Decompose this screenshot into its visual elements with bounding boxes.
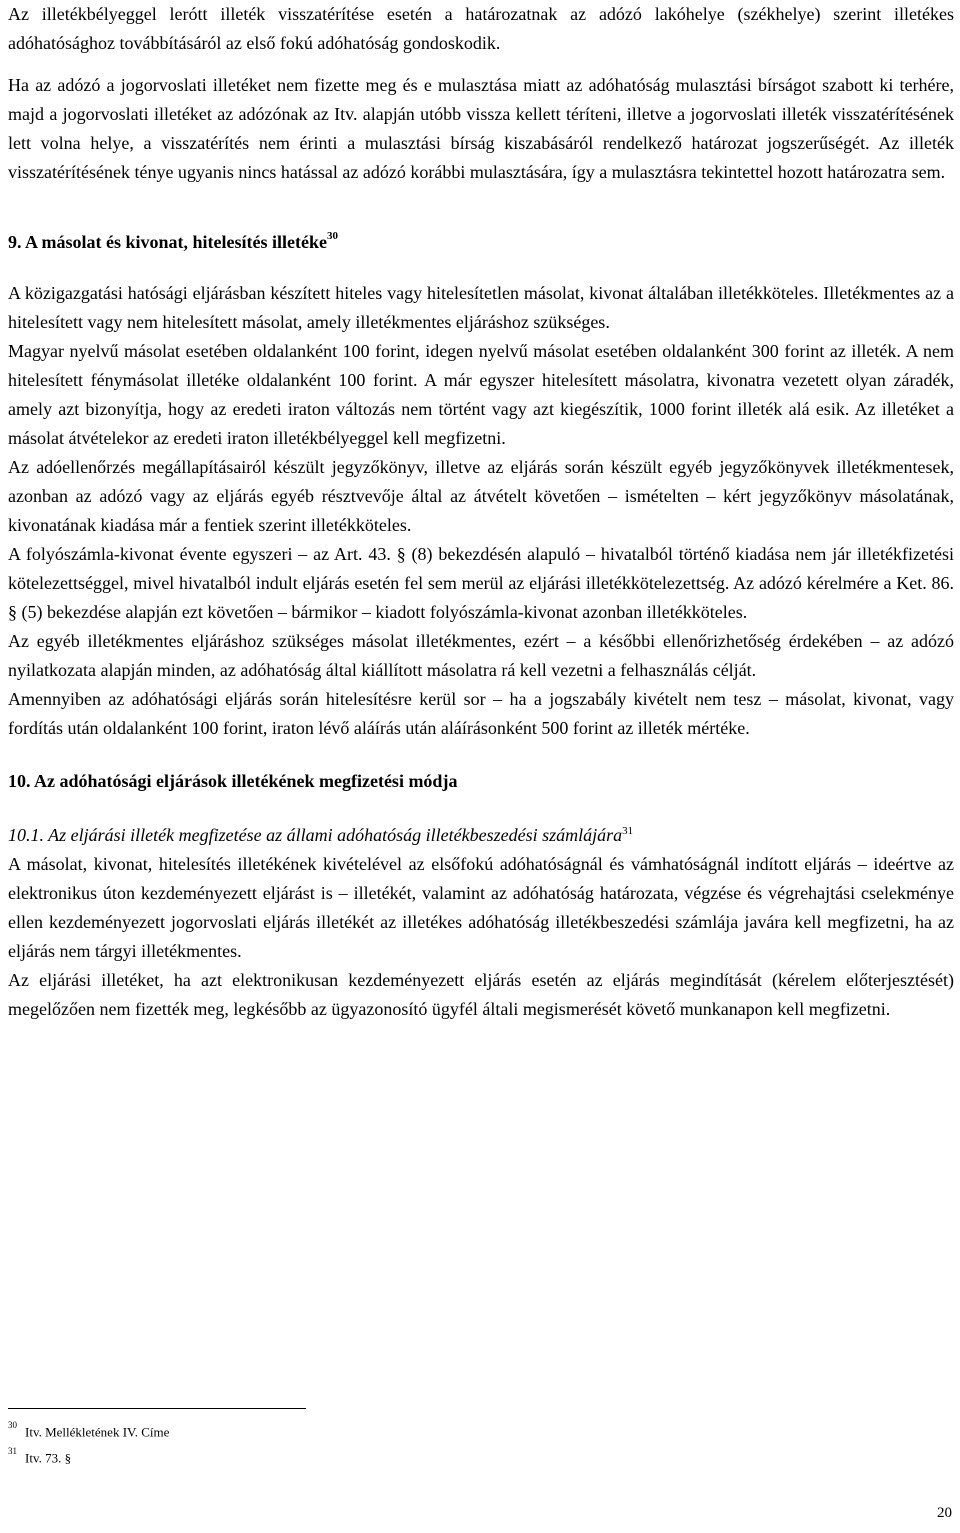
- subsection-heading: [8, 817, 954, 850]
- paragraph: Az egyéb illetékmentes eljáráshoz szükséges másolat illetékmentes, ezért – a későbbi ellenőrizhetőség érdekében – az adózó nyilatkozata alapján minden, az adóhatóság által kiállított másolatra rá kell vezetni a felhasználás célját.: [8, 631, 954, 680]
- paragraph: Ha az adózó a jogorvoslati illetéket nem fizette meg és e mulasztása miatt az adóhatóság mulasztási bírságot szabott ki terhére, majd a jogorvoslati illetéket az adózónak az Itv. alapján utóbb vissza kellett téríteni, illetve a jogorvoslati illeték visszatérítésének lett volna helye, a visszatérítés nem érinti a mulasztási bírság kiszabásáról rendelkező határozat jogszerűségét. Az illeték visszatérítésének ténye ugyanis nincs hatással az adózó korábbi mulasztására, így a mulasztásra tekintettel hozott határozatra sem.: [8, 75, 954, 182]
- paragraph: Az illetékbélyeggel lerótt illeték visszatérítése esetén a határozatnak az adózó lakóhelye (székhelye) szerint illetékes adóhatósághoz továbbításáról az első fokú adóhatóság gondoskodik.: [8, 4, 954, 53]
- paragraph: Magyar nyelvű másolat esetében oldalanként 100 forint, idegen nyelvű másolat esetében oldalanként 300 forint az illeték. A nem hitelesített fénymásolat illetéke oldalanként 100 forint. A már egyszer hitelesített másolatra, kivonatra vezetett olyan záradék, amely azt bizonyítja, hogy az eredeti iraton változás nem történt vagy azt kiegészítik, 1000 forint illeték alá esik. Az illetéket a másolat átvételekor az eredeti iraton illetékbélyeggel kell megfizetni.: [8, 341, 954, 448]
- section-heading-10: 10. Az adóhatósági eljárások illetékének megfizetési módja: [8, 771, 458, 791]
- paragraph: A közigazgatási hatósági eljárásban készített hiteles vagy hitelesítetlen másolat, kivonat általában illetékköteles. Illetékmentes az a hitelesített vagy nem hitelesített másolat, amely illetékmentes eljáráshoz szükséges.: [8, 283, 954, 332]
- footnote-separator: [8, 1408, 306, 1409]
- page-number: 20: [937, 1505, 952, 1521]
- footnote-ref: 30: [326, 230, 338, 242]
- subheading-text: 10.1. Az eljárási illeték megfizetése az állami adóhatóság illetékbeszedési számlájára: [8, 825, 623, 845]
- document-page: [8, 0, 954, 1024]
- paragraph: Az adóellenőrzés megállapításairól készült jegyzőkönyv, illetve az eljárás során készült egyéb jegyzőkönyvek illetékmentesek, azonban az adózó vagy az eljárás egyéb résztvevője által az átvételt követően – ismételten – kért jegyzőkönyv másolatának, kivonatának kiadása már a fentiek szerint illetékköteles.: [8, 457, 954, 535]
- footnote-number: 30: [8, 1420, 17, 1430]
- footnote-text: Itv. 73. §: [25, 1450, 72, 1466]
- paragraph: Amennyiben az adóhatósági eljárás során hitelesítésre kerül sor – ha a jogszabály kivételt nem tesz – másolat, kivonat, vagy fordítás után oldalanként 100 forint, iraton lévő aláírás után aláírásonként 500 forint az illeték mértéke.: [8, 689, 954, 738]
- footnote-text: Itv. Mellékletének IV. Címe: [25, 1424, 170, 1440]
- paragraph: A folyószámla-kivonat évente egyszeri – az Art. 43. § (8) bekezdésén alapuló – hivatalból történő kiadása nem jár illetékfizetési kötelezettséggel, mivel hivatalból indult eljárás esetén fel sem merül az eljárási illetékkötelezettség. Az adózó kérelmére a Ket. 86. § (5) bekezdése alapján ezt követően – bármikor – kiadott folyószámla-kivonat azonban illetékköteles.: [8, 544, 954, 622]
- footnote: [8, 1420, 169, 1440]
- heading-text: 9. A másolat és kivonat, hitelesítés illetéke: [8, 232, 327, 252]
- paragraph: Az eljárási illetéket, ha azt elektronikusan kezdeményezett eljárás esetén az eljárás megindítását (kérelem előterjesztését) megelőzően nem fizették meg, legkésőbb az ügyazonosító ügyfél általi megismerését követő munkanapon kell megfizetni.: [8, 970, 954, 1019]
- section-heading-9: [8, 224, 954, 257]
- footnote-number: 31: [8, 1446, 17, 1456]
- paragraph: A másolat, kivonat, hitelesítés illetékének kivételével az elsőfokú adóhatóságnál és vámhatóságnál indított eljárás – ideértve az elektronikus úton kezdeményezett eljárást is – illetékét, valamint az adóhatóság határozata, végzése és végrehajtási cselekménye ellen kezdeményezett jogorvoslati eljárás illetékét az illetékes adóhatóság illetékbeszedési számlája javára kell megfizetni, ha az eljárás nem tárgyi illetékmentes.: [8, 854, 954, 961]
- footnote: [8, 1446, 71, 1466]
- footnote-ref: 31: [622, 825, 634, 837]
